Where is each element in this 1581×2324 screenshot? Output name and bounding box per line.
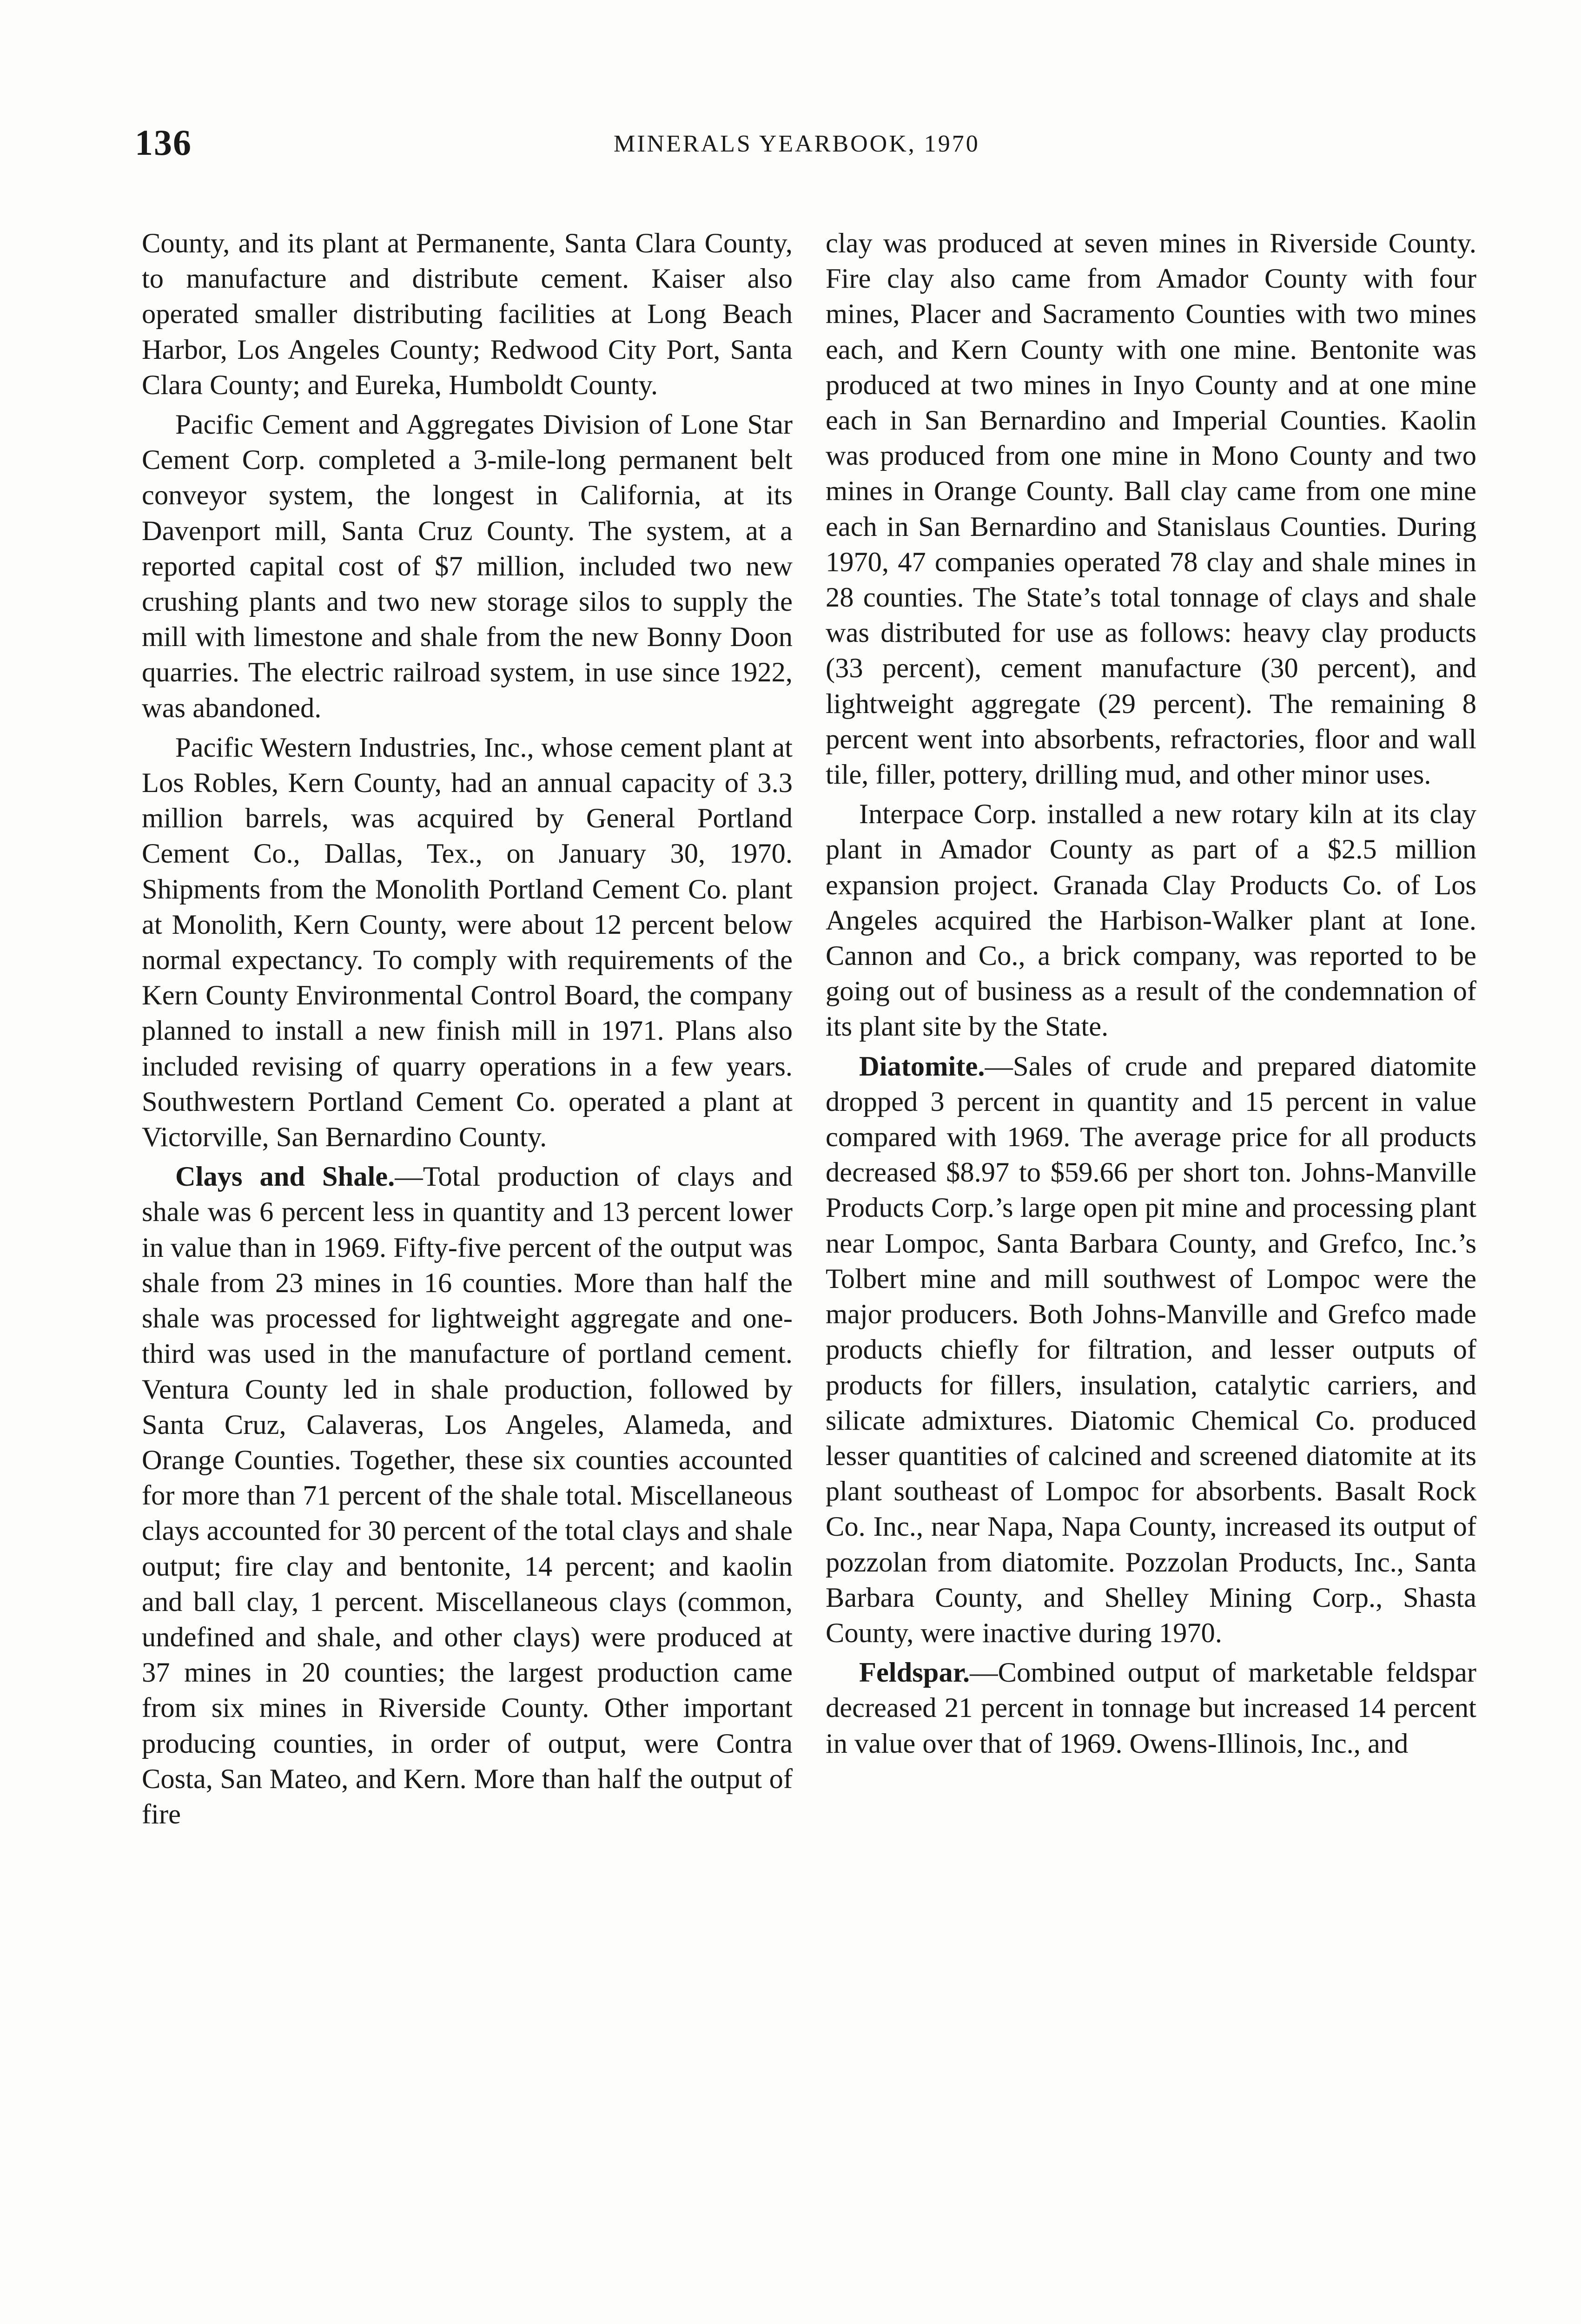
paragraph-interpace: Interpace Corp. installed a new rotary kiln at its clay plant in Amador County as part of a $2.5 million expansion project. Granada Clay Products Co. of Los Angeles acquired the Harbison-Walker plant at Ione. Cannon and Co., a brick company, was reported to be going out of business as a result of the condemnation of its plant site by the State. [826, 799, 1476, 1043]
paragraph-feldspar [826, 1655, 1476, 1762]
section-heading-diatomite: Diatomite. [859, 1050, 985, 1082]
right-column [826, 226, 1476, 1766]
paragraph-clays-shale-body: —Total production of clays and shale was 6 percent less in quantity and 13 percent lower in value than in 1969. Fifty-five percent of the output was shale from 23 mines in 16 counties. More than half the shale was processed for lightweight aggregate and one-third was used in the manufacture of portland cement. Ventura County led in shale production, followed by Santa Cruz, Calaveras, Los Angeles, Alameda, and Orange Counties. Together, these six counties accounted for more than 71 percent of the shale total. Miscellaneous clays accounted for 30 percent of the total clays and shale output; fire clay and bentonite, 14 percent; and kaolin and ball clay, 1 percent. Miscellaneous clays (common, undefined and shale, and other clays) were produced at 37 mines in 20 counties; the largest production came from six mines in Riverside County. Other important producing counties, in order of output, were Contra Costa, San Mateo, and Kern. More than half the output of fire [142, 1161, 793, 1830]
page-header [135, 122, 1446, 173]
paragraph-diatomite-body: —Sales of crude and prepared diatomite dropped 3 percent in quantity and 15 percent in value compared with 1969. The average price for all products decreased $8.97 to $59.66 per short ton. Johns-Manville Products Corp.’s large open pit mine and processing plant near Lompoc, Santa Barbara County, and Grefco, Inc.’s Tolbert mine and mill southwest of Lompoc were the major producers. Both Johns-Manville and Grefco made products chiefly for filtration, and lesser outputs of products for fillers, insulation, catalytic carriers, and silicate admixtures. Diatomic Chemical Co. produced lesser quantities of calcined and screened diatomite at its plant southeast of Lompoc for absorbents. Basalt Rock Co. Inc., near Napa, Napa County, increased its output of pozzolan from diatomite. Pozzolan Products, Inc., Santa Barbara County, and Shelley Mining Corp., Shasta County, were inactive during 1970. [826, 1050, 1476, 1649]
paragraph-pacific-western: Pacific Western Industries, Inc., whose cement plant at Los Robles, Kern County, had an annual capacity of 3.3 million barrels, was acquired by General Portland Cement Co., Dallas, Tex., on January 30, 1970. Shipments from the Monolith Portland Cement Co. plant at Monolith, Kern County, were about 12 percent below normal expectancy. To comply with requirements of the Kern County Environmental Control Board, the company planned to install a new finish mill in 1971. Plans also included revising of quarry operations in a few years. Southwestern Portland Cement Co. operated a plant at Victorville, San Bernardino County. [142, 732, 793, 1153]
page-number: 136 [135, 122, 192, 163]
left-column [142, 226, 793, 1836]
paragraph-fire-clay: clay was produced at seven mines in Riverside County. Fire clay also came from Amador County with four mines, Placer and Sacramento Counties with two mines each, and Kern County with one mine. Bentonite was produced at two mines in Inyo County and at one mine each in San Bernardino and Imperial Counties. Kaolin was produced from one mine in Mono County and two mines in Orange County. Ball clay came from one mine each in San Bernardino and Stanislaus Counties. During 1970, 47 companies operated 78 clay and shale mines in 28 counties. The State’s total tonnage of clays and shale was distributed for use as follows: heavy clay products (33 percent), cement manufacture (30 percent), and lightweight aggregate (29 percent). The remaining 8 percent went into absorbents, refractories, floor and wall tile, filler, pottery, drilling mud, and other minor uses. [826, 228, 1476, 791]
running-title: MINERALS YEARBOOK, 1970 [614, 131, 980, 157]
section-heading-feldspar: Feldspar. [859, 1657, 970, 1689]
section-heading-clays-shale: Clays and Shale. [175, 1161, 395, 1193]
paragraph-feldspar-body: —Combined output of marketable feldspar decreased 21 percent in tonnage but increased 14 percent in value over that of 1969. Owens-Illinois, Inc., and [826, 1657, 1476, 1759]
paragraph-pacific-cement: Pacific Cement and Aggregates Division of Lone Star Cement Corp. completed a 3-mile-long permanent belt conveyor system, the longest in California, at its Davenport mill, Santa Cruz County. The system, at a reported capital cost of $7 million, included two new crushing plants and two new storage silos to supply the mill with limestone and shale from the new Bonny Doon quarries. The electric railroad system, in use since 1922, was abandoned. [142, 409, 793, 724]
paragraph-diatomite [826, 1049, 1476, 1651]
paragraph-kaiser-cement: County, and its plant at Permanente, Santa Clara County, to manufacture and distribute cement. Kaiser also operated smaller distributing facilities at Long Beach Harbor, Los Angeles County; Redwood City Port, Santa Clara County; and Eureka, Humboldt County. [142, 228, 793, 401]
paragraph-clays-shale [142, 1159, 793, 1832]
